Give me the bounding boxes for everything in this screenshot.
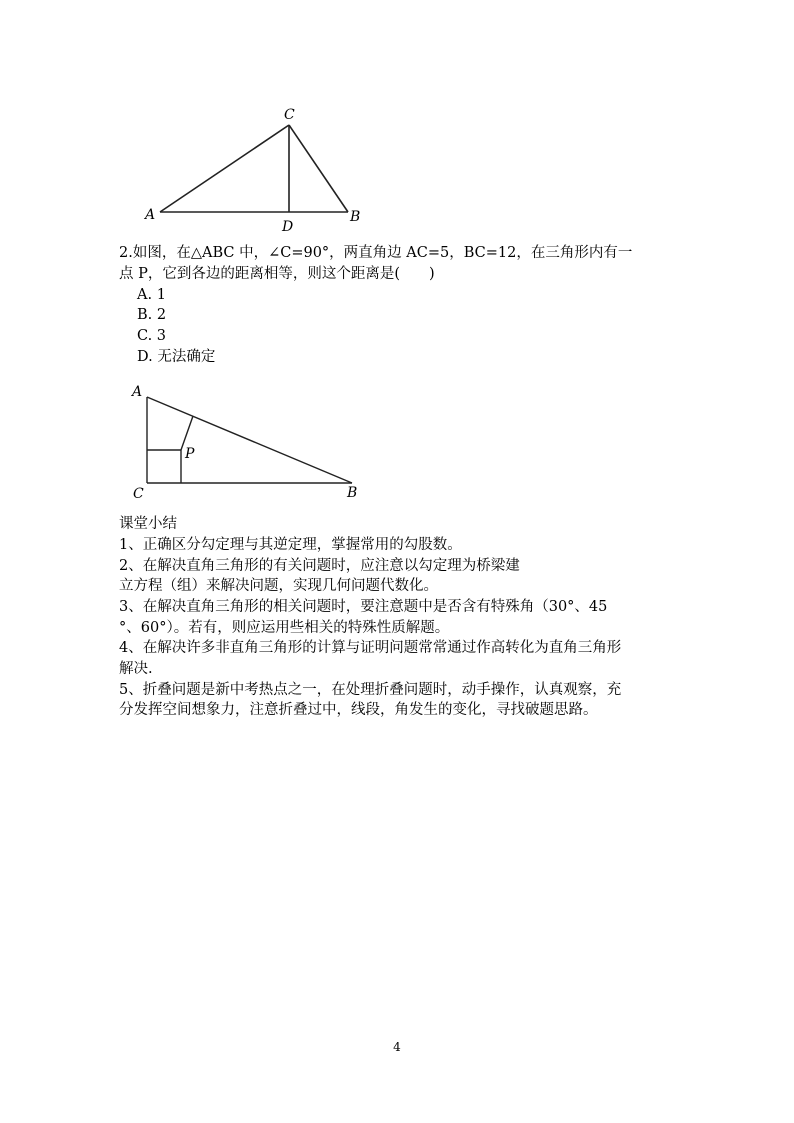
summary-heading: 课堂小结 [119,516,177,532]
label-a: A [132,384,143,400]
question-2-line-1: 2.如图，在△ABC 中，∠C=90°，两直角边 AC=5，BC=12，在三角形内有一 [119,245,633,261]
summary-line: 解决. [119,661,153,677]
perpendicular-to-ab [181,416,193,450]
summary-line: 立方程（组）来解决问题，实现几何问题代数化。 [119,578,438,594]
label-b: B [350,209,361,225]
figure-triangle-altitude [0,0,794,240]
question-2-line-2: 点 P，它到各边的距离相等，则这个距离是( ) [119,266,435,282]
summary-line: 5、折叠问题是新中考热点之一，在处理折叠问题时，动手操作，认真观察，充 [119,682,622,698]
summary-line: 1、正确区分勾定理与其逆定理，掌握常用的勾股数。 [119,537,462,553]
page-number: 4 [393,1040,401,1054]
figure-right-triangle-incenter [0,370,794,510]
option-a: A. 1 [137,287,166,303]
summary-line: 3、在解决直角三角形的相关问题时，要注意题中是否含有特殊角（30°、45 [119,599,608,615]
option-c: C. 3 [137,328,167,344]
option-b: B. 2 [137,307,167,323]
label-c: C [284,107,295,123]
option-d: D. 无法确定 [137,349,216,365]
label-c: C [133,486,144,502]
summary-line: 4、在解决许多非直角三角形的计算与证明问题常常通过作高转化为直角三角形 [119,640,622,656]
label-a: A [145,207,156,223]
label-p: P [185,446,195,462]
summary-line: 2、在解决直角三角形的有关问题时，应注意以勾定理为桥梁建 [119,558,520,574]
segment-ac [160,125,289,212]
segment-ab [147,397,352,483]
summary-line: 分发挥空间想象力，注意折叠过中，线段，角发生的变化，寻找破题思路。 [119,702,598,718]
label-b: B [347,485,358,501]
summary-line: °、60°）。若有，则应运用些相关的特殊性质解题。 [119,620,450,636]
segment-cb [289,125,348,212]
label-d: D [282,219,294,235]
